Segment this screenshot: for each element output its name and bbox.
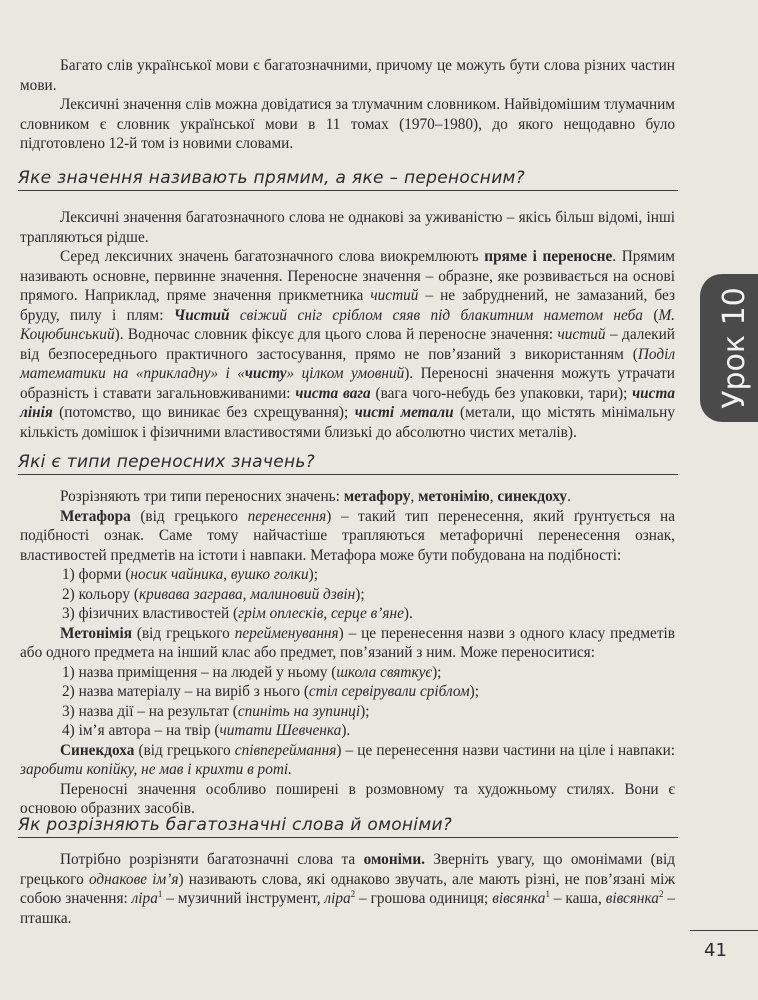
list-item: 2) кольору (кривава заграва, малиновий дзвін); <box>62 585 365 603</box>
paragraph: Переносні значення особливо поширені в розмовному та художньому стилях. Вони є основою образних засобів. <box>20 780 675 817</box>
section-heading-text: Які є типи переносних значень? <box>18 452 316 472</box>
page-number-rule <box>690 930 758 931</box>
page-number: 41 <box>704 940 727 961</box>
list-item: 3) назва дії – на результат (спиніть на зупинці); <box>62 702 370 720</box>
intro-text <box>20 56 675 154</box>
intro-paragraph: Багато слів української мови є багатозначними, причому це можуть бути слова різних частин мови. <box>20 57 675 94</box>
paragraph: Серед лексичних значень багатозначного слова виокремлюють пряме і переносне. Прямим називають основне, первинне значення. Переносне значення – образне, яке розвивається на основі прямого. Наприклад, пряме значення прикметника чистий – не забруднений, не замазаний, без бруду, пилу і плям: Чистий свіжий сніг сріблом сяяв під блакитним наметом неба (М. Коцюбинський). Водночас словник фіксує для цього слова й переносне значення: чистий – далекий від безпосереднього практичного застосування, прямо не пов’язаний з використанням (Поділ математики на «прикладну» і «чисту» цілком умовний). Переносні значення можуть утрачати образність і ставати загальновживаними: чиста вага (вага чого-небудь без упаковки, тари); чиста лінія (потомство, що виникає без схрещування); чисті метали (метали, що містять мінімальну кількість домішок і фізичними властивостями близькі до абсолютно чистих металів). <box>20 248 676 441</box>
paragraph: Потрібно розрізняти багатозначні слова та омоніми. Зверніть увагу, що омонімами (від грецького однакове ім’я) називають слова, які однаково звучать, але мають різні, не пов’язані між собою значення: ліра$^1$ – музичний інструмент, ліра$^2$ – грошова одиниця; вівсянка$^1$ – каша, вівсянка$^2$ – пташка. <box>20 851 675 927</box>
section-heading <box>18 168 678 191</box>
lesson-tab <box>700 274 758 422</box>
list-item: 1) форми (носик чайника, вушко голки); <box>62 566 318 583</box>
section1-text <box>20 208 675 442</box>
section-heading-text: Як розрізняють багатозначні слова й омоніми? <box>18 815 453 835</box>
section-heading <box>18 815 678 838</box>
list-item: 4) ім’я автора – на твір (читати Шевченка). <box>62 722 351 739</box>
list-item: 1) назва приміщення – на людей у ньому (школа святкує); <box>62 663 442 681</box>
paragraph: Метафора (від грецького перенесення) – такий тип перенесення, який ґрунтується на подібності ознак. Саме тому найчастіше трапляються метафоричні перенесення ознак, властивостей предметів на істоти і навпаки. Метафора може бути побудована на подібності: <box>20 507 675 564</box>
list-item: 3) фізичних властивостей (грім оплесків, серце в’яне). <box>62 605 413 622</box>
section3-text <box>20 850 675 928</box>
section2-text <box>20 487 675 819</box>
section-heading-text: Яке значення називають прямим, а яке – переносним? <box>18 168 525 188</box>
paragraph: Метонімія (від грецького перейменування) – це перенесення назви з одного класу предметів або одного предмета на інший клас або предмет, пов’язаний з ним. Може переноситися: <box>20 624 675 661</box>
lesson-tab-label: Урок 10 <box>717 287 752 409</box>
paragraph: Синекдоха (від грецького співпереймання) – це перенесення назви частини на ціле і навпаки: заробити копійку, не мав і крихти в роті. <box>20 741 676 778</box>
paragraph: Лексичні значення багатозначного слова не однакові за уживаністю – якісь більш відомі, інші трапляються рідше. <box>20 209 675 246</box>
section-heading <box>18 452 678 475</box>
list-item: 2) назва матеріалу – на виріб з нього (стіл сервірували сріблом); <box>62 683 480 700</box>
paragraph: Розрізняють три типи переносних значень: метафору, метонімію, синекдоху. <box>60 488 571 505</box>
intro-paragraph: Лексичні значення слів можна довідатися за тлумачним словником. Найвідомішим тлумачним словником є словник української мови в 11 томах (1970–1980), до якого нещодавно було підготовлено 12-й том із новими словами. <box>20 96 675 152</box>
